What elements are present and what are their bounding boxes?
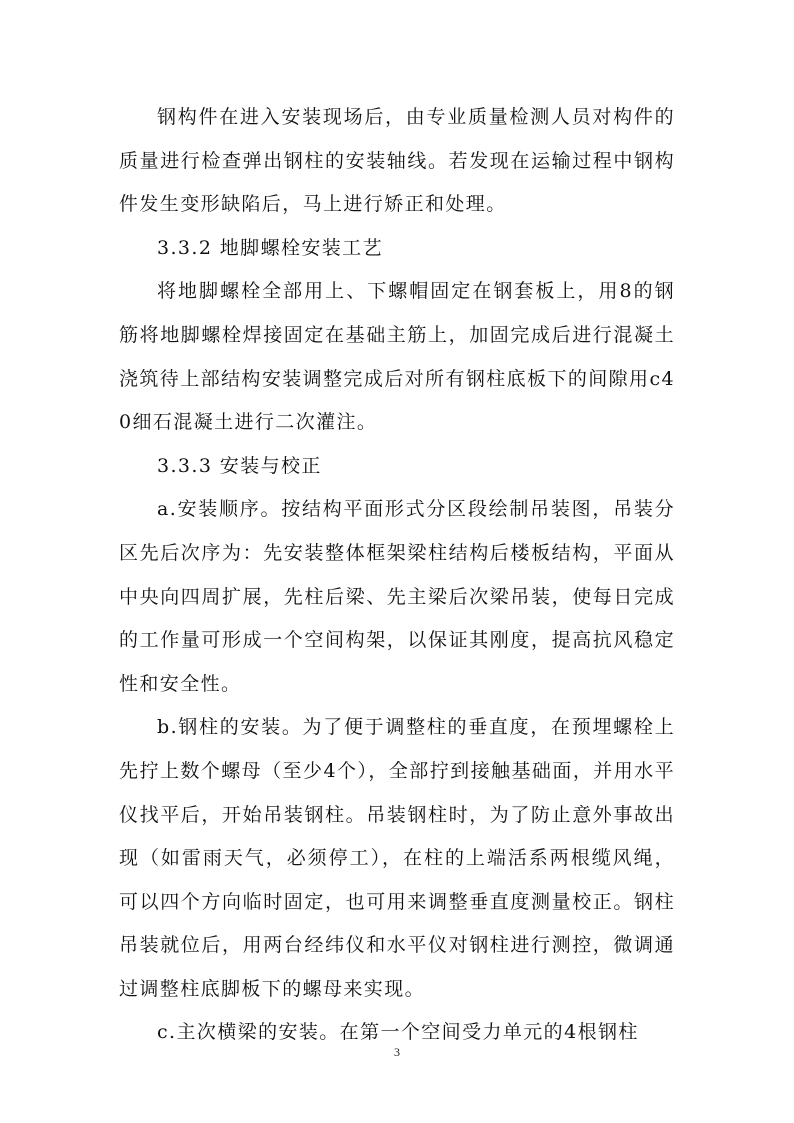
section-heading-installation: 3.3.3 安装与校正 <box>157 454 322 477</box>
document-body <box>119 96 675 1055</box>
section-heading-anchor-bolt: 3.3.2 地脚螺栓安装工艺 <box>157 236 383 259</box>
paragraph-column-installation: b.钢柱的安装。为了便于调整柱的垂直度，在预埋螺栓上先拧上数个螺母（至少4个），全部拧到接触基础面，并用水平仪找平后，开始吊装钢柱。吊装钢柱时，为了防止意外事故出现（如雷雨天气，必须停工），在柱的上端活系两根缆风绳，可以四个方向临时固定，也可用来调整垂直度测量校正。钢柱吊装就位后，用两台经纬仪和水平仪对钢柱进行测控，微调通过调整柱底脚板下的螺母来实现。 <box>119 716 675 1000</box>
paragraph-anchor-bolt: 将地脚螺栓全部用上、下螺帽固定在钢套板上，用8的钢筋将地脚螺栓焊接固定在基础主筋上，加固完成后进行混凝土浇筑待上部结构安装调整完成后对所有钢柱底板下的间隙用c40细石混凝土进行二次灌注。 <box>119 280 675 434</box>
paragraph-installation-order: a.安装顺序。按结构平面形式分区段绘制吊装图，吊装分区先后次序为：先安装整体框架梁柱结构后楼板结构，平面从中央向四周扩展，先柱后梁、先主梁后次梁吊装，使每日完成的工作量可形成一个空间构架，以保证其刚度，提高抗风稳定性和安全性。 <box>119 498 675 695</box>
page-number: 3 <box>394 1045 400 1059</box>
paragraph-inspection: 钢构件在进入安装现场后，由专业质量检测人员对构件的质量进行检查弹出钢柱的安装轴线。若发现在运输过程中钢构件发生变形缺陷后，马上进行矫正和处理。 <box>119 106 675 216</box>
paragraph-beam-installation: c.主次横梁的安装。在第一个空间受力单元的4根钢柱 <box>157 1021 639 1044</box>
